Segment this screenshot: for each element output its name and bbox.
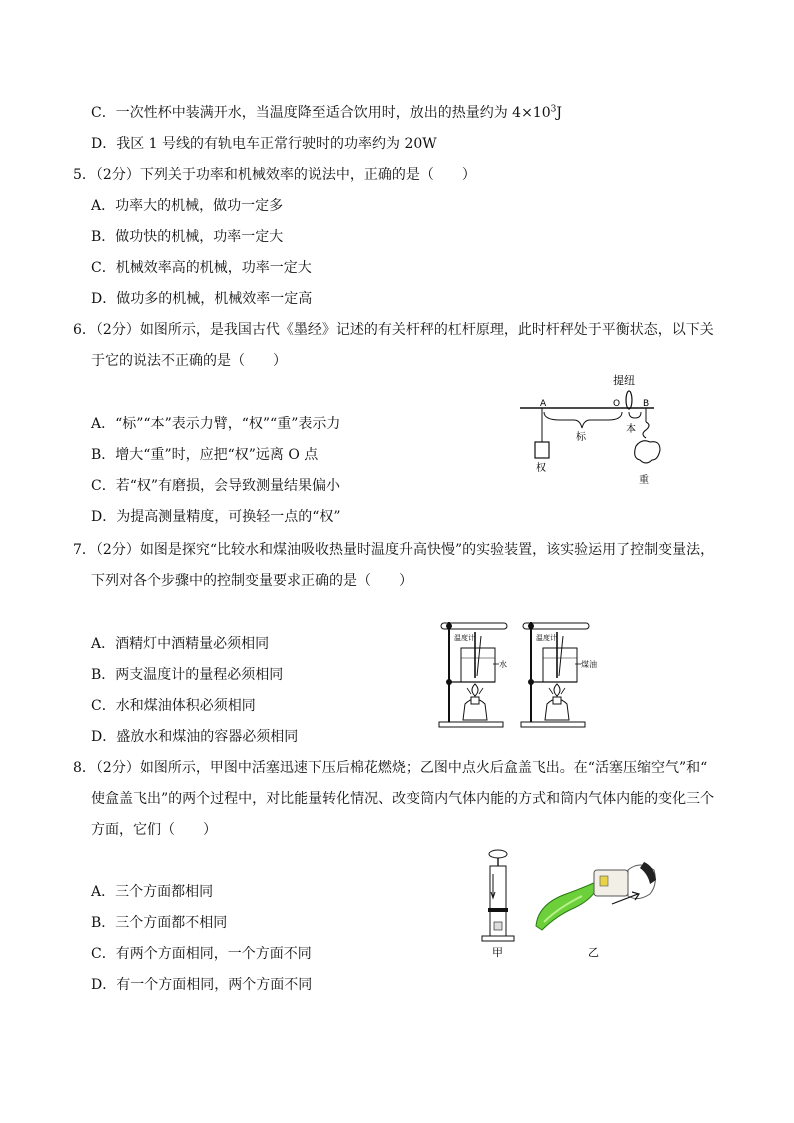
label-o: O	[613, 399, 621, 409]
label-thermometer-2: 温度计	[536, 634, 557, 642]
q8-stem-1: 8．（2分）如图所示，甲图中活塞迅速下压后棉花燃烧；乙图中点火后盒盖飞出。在“活塞压缩空气”和“	[73, 760, 708, 776]
q8-stem-2: 使盒盖飞出”的两个过程中，对比能量转化情况、改变筒内气体内能的方式和筒内气体内能的变化三个	[91, 791, 715, 807]
q8-option-a: A．三个方面都相同	[91, 884, 214, 900]
q7-option-c: C．水和煤油体积必须相同	[91, 698, 256, 714]
q6-option-c: C．若“权”有磨损，会导致测量结果偏小	[91, 478, 341, 494]
label-ben: 本	[626, 424, 636, 435]
q4-option-d: D．我区 1 号线的有轨电车正常行驶时的功率约为 20W	[91, 136, 437, 152]
piston-and-lid-figure	[478, 848, 668, 963]
q6-option-a: A．“标”“本”表示力臂，“权”“重”表示力	[91, 416, 341, 432]
label-zhong: 重	[639, 475, 649, 486]
q8-option-d: D．有一个方面相同，两个方面不同	[91, 977, 313, 993]
q8-option-b: B．三个方面都不相同	[91, 915, 228, 931]
q7-stem-2: 下列对各个步骤中的控制变量要求正确的是（ ）	[91, 573, 413, 589]
q5-stem: 5．（2分）下列关于功率和机械效率的说法中，正确的是（ ）	[73, 167, 476, 183]
q5-option-c: C．机械效率高的机械，功率一定大	[91, 260, 312, 276]
q6-option-b: B．增大“重”时，应把“权”远离 O 点	[91, 447, 319, 463]
label-water: 水	[499, 660, 507, 669]
q8-option-c: C．有两个方面相同，一个方面不同	[91, 946, 312, 962]
q7-option-b: B．两支温度计的量程必须相同	[91, 667, 284, 683]
label-b: B	[643, 399, 650, 409]
q6-option-d: D．为提高测量精度，可换轻一点的“权”	[91, 509, 341, 525]
steelyard-figure	[512, 370, 667, 490]
q6-stem-2: 于它的说法不正确的是（ ）	[91, 353, 287, 369]
q5-option-b: B．做功快的机械，功率一定大	[91, 229, 284, 245]
q8-stem-3: 方面，它们（ ）	[91, 822, 217, 838]
label-quan: 权	[536, 463, 546, 474]
label-kerosene: 煤油	[581, 660, 597, 669]
label-tizhu: 提纽	[613, 374, 635, 387]
label-biao: 标	[576, 432, 586, 443]
q5-option-a: A．功率大的机械，做功一定多	[91, 198, 284, 214]
q7-stem-1: 7．（2分）如图是探究“比较水和煤油吸收热量时温度升高快慢”的实验装置，该实验运用了控制变量法，	[73, 542, 715, 558]
label-jia: 甲	[492, 946, 503, 959]
q7-option-a: A．酒精灯中酒精量必须相同	[91, 636, 270, 652]
heating-apparatus-figure	[437, 618, 605, 730]
q4-option-c: C．一次性杯中装满开水，当温度降至适合饮用时，放出的热量约为 $4\times 10^3J$	[91, 104, 562, 121]
q6-stem-1: 6．（2分）如图所示，是我国古代《墨经》记述的有关杆秤的杠杆原理，此时杆秤处于平衡状态，以下关	[73, 322, 714, 338]
label-yi: 乙	[588, 946, 599, 959]
q7-option-d: D．盛放水和煤油的容器必须相同	[91, 729, 299, 745]
label-thermometer-1: 温度计	[454, 634, 475, 642]
label-a: A	[540, 399, 547, 409]
q5-option-d: D．做功多的机械，机械效率一定高	[91, 291, 313, 307]
